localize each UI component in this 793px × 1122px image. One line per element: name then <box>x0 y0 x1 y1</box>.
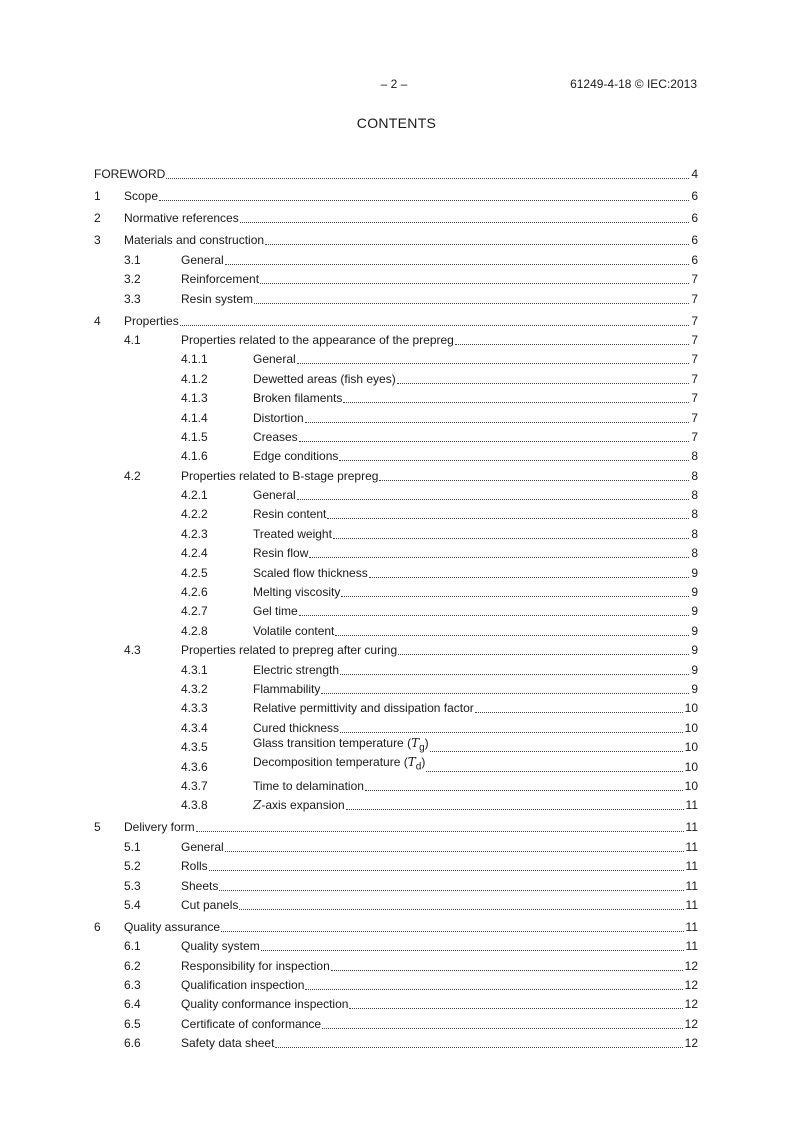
toc-entry-title-text: Scaled flow thickness <box>253 565 368 580</box>
toc-entry-number: 3 <box>94 233 101 248</box>
toc-entry-title <box>253 566 368 581</box>
toc-entry[interactable] <box>94 562 698 581</box>
table-of-contents <box>94 164 698 1052</box>
toc-entry-title-text: Edge conditions <box>253 449 339 464</box>
toc-entry-title <box>181 643 397 658</box>
toc-entry-title-text: General <box>181 252 224 267</box>
dot-leader <box>297 499 690 500</box>
toc-entry-number: 4.1.4 <box>181 410 208 425</box>
toc-entry-title-text: Broken filaments <box>253 391 343 406</box>
toc-entry-title <box>253 779 364 794</box>
toc-entry-subscript: d <box>415 761 422 773</box>
toc-entry-number: 6 <box>94 919 101 934</box>
toc-entry-page: 6 <box>691 233 698 248</box>
toc-entry-title-text: Sheets <box>181 878 219 893</box>
toc-entry-page: 7 <box>691 371 698 386</box>
toc-entry-title <box>253 372 396 387</box>
toc-entry-number: 4.3.2 <box>181 681 208 696</box>
toc-entry-subscript: g <box>419 742 425 754</box>
toc-entry-title <box>253 663 339 678</box>
toc-entry-number: 4.2.8 <box>181 623 208 638</box>
toc-entry-number: 4.3.3 <box>181 701 208 716</box>
toc-entry-title-text: Time to delamination <box>253 778 364 793</box>
toc-entry-number: 5.2 <box>124 859 141 874</box>
toc-entry-page: 9 <box>691 565 698 580</box>
toc-entry-title-text: Volatile content <box>253 623 335 638</box>
toc-entry-page: 12 <box>684 958 698 973</box>
dot-leader <box>209 870 684 871</box>
toc-entry-title-text: Certificate of conformance <box>181 1016 322 1031</box>
toc-entry-title-text: Properties related to the appearance of the prepreg <box>181 332 454 347</box>
toc-entry-title <box>253 585 340 600</box>
toc-entry[interactable] <box>94 465 698 484</box>
toc-entry-title <box>181 859 208 874</box>
toc-entry[interactable] <box>94 504 698 523</box>
toc-entry-title <box>181 253 224 268</box>
toc-entry-page: 7 <box>691 313 698 328</box>
toc-entry-number: 4.3.4 <box>181 720 208 735</box>
toc-entry[interactable] <box>94 895 698 914</box>
dot-leader <box>327 518 689 519</box>
toc-entry-title-text: Properties <box>124 313 179 328</box>
document-reference: 61249-4-18 © IEC:2013 <box>570 77 697 91</box>
toc-entry[interactable] <box>94 349 698 368</box>
toc-entry-title <box>124 189 158 204</box>
toc-entry-number: 4.2.3 <box>181 526 208 541</box>
toc-entry-title-text: Relative permittivity and dissipation factor <box>253 701 474 716</box>
dot-leader <box>349 1008 682 1009</box>
toc-entry-page: 10 <box>684 778 698 793</box>
toc-entry-page: 12 <box>684 997 698 1012</box>
toc-entry[interactable] <box>94 601 698 620</box>
toc-entry-page: 7 <box>691 429 698 444</box>
toc-entry-page: 10 <box>684 740 698 755</box>
toc-entry-page: 7 <box>691 352 698 367</box>
toc-entry-page: 6 <box>691 189 698 204</box>
toc-entry-page: 6 <box>691 211 698 226</box>
toc-entry-page: 10 <box>684 720 698 735</box>
toc-entry-page: 6 <box>691 252 698 267</box>
dot-leader <box>346 809 684 810</box>
toc-entry-number: 4.1.2 <box>181 371 208 386</box>
toc-entry-page: 11 <box>685 939 698 954</box>
toc-entry-page: 8 <box>691 546 698 561</box>
dot-leader <box>309 557 689 558</box>
toc-entry-title-text: FOREWORD <box>94 167 166 182</box>
toc-entry[interactable] <box>94 936 698 955</box>
toc-entry-page: 9 <box>691 585 698 600</box>
toc-entry[interactable] <box>94 368 698 387</box>
toc-entry[interactable] <box>94 994 698 1013</box>
toc-entry-number: 4.2 <box>124 468 141 483</box>
toc-entry-number: 4.2.6 <box>181 585 208 600</box>
dot-leader <box>240 222 690 223</box>
dot-leader <box>397 383 690 384</box>
toc-entry-number: 6.3 <box>124 978 141 993</box>
toc-entry[interactable] <box>94 679 698 698</box>
toc-entry-page: 12 <box>684 1016 698 1031</box>
dot-leader <box>159 200 689 201</box>
toc-entry-title-text: General <box>181 839 224 854</box>
toc-entry[interactable] <box>94 543 698 562</box>
toc-entry[interactable] <box>94 308 698 330</box>
toc-entry-title <box>124 233 264 248</box>
toc-entry[interactable] <box>94 183 698 205</box>
toc-entry-number: 4.2.2 <box>181 507 208 522</box>
toc-entry-number: 4 <box>94 313 101 328</box>
toc-entry[interactable] <box>94 856 698 875</box>
toc-entry[interactable] <box>94 205 698 227</box>
toc-entry-number: 4.2.7 <box>181 604 208 619</box>
toc-entry-title <box>181 840 224 855</box>
toc-entry-title-text: Creases <box>253 429 298 444</box>
toc-entry-page: 8 <box>691 526 698 541</box>
dot-leader <box>339 460 689 461</box>
toc-entry-number: 6.4 <box>124 997 141 1012</box>
toc-entry-title-text: Quality conformance inspection <box>181 997 349 1012</box>
toc-entry-title <box>181 333 454 348</box>
toc-entry-page: 12 <box>684 978 698 993</box>
toc-entry-page: 11 <box>685 839 698 854</box>
toc-entry-number: 4.2.5 <box>181 565 208 580</box>
toc-entry[interactable] <box>94 249 698 268</box>
toc-entry[interactable] <box>94 582 698 601</box>
toc-entry-page: 9 <box>691 643 698 658</box>
toc-entry-title-text: Resin content <box>253 507 327 522</box>
toc-entry-page: 11 <box>685 919 698 934</box>
dot-leader <box>343 402 689 403</box>
toc-entry-title <box>253 507 326 522</box>
toc-entry-number: 5.1 <box>124 839 141 854</box>
toc-entry-title <box>253 798 345 813</box>
toc-entry-number: 4.1.3 <box>181 391 208 406</box>
toc-entry-title-text: Quality system <box>181 939 260 954</box>
toc-entry-title <box>181 997 348 1012</box>
toc-entry[interactable] <box>94 1033 698 1052</box>
dot-leader <box>221 931 683 932</box>
page-header <box>0 77 793 93</box>
toc-entry-title-text: Melting viscosity <box>253 585 341 600</box>
toc-entry-page: 9 <box>691 623 698 638</box>
toc-entry-title <box>124 920 220 935</box>
toc-entry-title <box>181 978 304 993</box>
dot-leader <box>335 635 689 636</box>
toc-entry-page: 7 <box>691 272 698 287</box>
toc-entry[interactable] <box>94 717 698 736</box>
dot-leader <box>299 615 690 616</box>
dot-leader <box>475 712 683 713</box>
toc-entry-title <box>253 624 334 639</box>
dot-leader <box>369 577 690 578</box>
toc-entry-title-text: Delivery form <box>124 820 195 835</box>
toc-entry-page: 9 <box>691 681 698 696</box>
toc-entry-number: 4.1.5 <box>181 429 208 444</box>
toc-entry-title <box>253 721 339 736</box>
toc-entry[interactable] <box>94 330 698 349</box>
toc-entry[interactable] <box>94 814 698 836</box>
toc-entry-page: 7 <box>691 410 698 425</box>
toc-entry-title-text: Treated weight <box>253 526 332 541</box>
dot-leader <box>254 303 689 304</box>
toc-entry-number: 4.2.1 <box>181 488 208 503</box>
toc-entry-number: 5 <box>94 820 101 835</box>
toc-entry-title <box>181 939 260 954</box>
dot-leader <box>331 970 683 971</box>
toc-entry-number: 4.1.6 <box>181 449 208 464</box>
toc-entry-title-text: Qualification inspection <box>181 978 305 993</box>
dot-leader <box>379 480 689 481</box>
toc-entry[interactable] <box>94 795 698 814</box>
dot-leader <box>426 771 682 772</box>
toc-entry-title-text: Decomposition temperature ( <box>253 755 408 770</box>
toc-entry-number: 4.3.7 <box>181 778 208 793</box>
toc-entry-title <box>181 898 238 913</box>
dot-leader <box>180 325 690 326</box>
toc-entry[interactable] <box>94 446 698 465</box>
toc-entry-page: 9 <box>691 662 698 677</box>
toc-entry-page: 7 <box>691 391 698 406</box>
toc-entry-title-text: General <box>253 488 296 503</box>
toc-entry-page: 7 <box>691 291 698 306</box>
toc-entry-title-text: Electric strength <box>253 662 340 677</box>
toc-entry[interactable] <box>94 975 698 994</box>
toc-entry-title-text: General <box>253 352 296 367</box>
dot-leader <box>455 344 689 345</box>
dot-leader <box>225 851 684 852</box>
toc-entry[interactable] <box>94 164 698 183</box>
dot-leader <box>333 538 689 539</box>
toc-entry-title-text: Glass transition temperature ( <box>253 735 412 750</box>
toc-entry-title <box>253 682 320 697</box>
dot-leader <box>196 831 684 832</box>
dot-leader <box>275 1047 682 1048</box>
toc-entry[interactable] <box>94 955 698 974</box>
dot-leader <box>225 264 690 265</box>
toc-entry-number: 3.2 <box>124 272 141 287</box>
toc-entry-title <box>253 701 474 716</box>
toc-entry-title-text: Reinforcement <box>181 272 260 287</box>
toc-entry-title <box>181 292 253 307</box>
dot-leader <box>365 790 683 791</box>
toc-entry-title-text: Properties related to B-stage prepreg <box>181 468 379 483</box>
toc-entry-symbol: T <box>411 735 420 750</box>
toc-entry-number: 4.3.1 <box>181 662 208 677</box>
toc-entry-number: 1 <box>94 189 101 204</box>
dot-leader <box>340 674 689 675</box>
toc-entry-title <box>124 314 179 329</box>
toc-entry-title <box>181 959 330 974</box>
toc-entry-title-text: Gel time <box>253 604 298 619</box>
toc-entry-title-text: Normative references <box>124 211 239 226</box>
dot-leader <box>340 732 683 733</box>
toc-entry[interactable] <box>94 269 698 288</box>
toc-entry[interactable] <box>94 737 698 756</box>
dot-leader <box>219 890 683 891</box>
dot-leader <box>430 751 683 752</box>
toc-entry-page: 10 <box>684 759 698 774</box>
toc-entry-title-text: Scope <box>124 189 159 204</box>
toc-entry-title <box>181 1036 274 1051</box>
dot-leader <box>260 283 689 284</box>
dot-leader <box>166 178 689 179</box>
toc-entry-title <box>253 352 296 367</box>
toc-entry[interactable] <box>94 776 698 795</box>
toc-entry-page: 11 <box>685 820 698 835</box>
toc-entry-title-text: Rolls <box>181 859 208 874</box>
toc-entry-page: 8 <box>691 507 698 522</box>
toc-entry[interactable] <box>94 640 698 659</box>
toc-entry-title <box>253 546 308 561</box>
dot-leader <box>299 441 690 442</box>
dot-leader <box>265 244 689 245</box>
toc-entry-title <box>181 272 259 287</box>
toc-entry-title-text: Properties related to prepreg after curing <box>181 643 398 658</box>
toc-entry-number: 5.4 <box>124 897 141 912</box>
toc-entry-title-text: Distortion <box>253 410 304 425</box>
toc-entry-number: 4.2.4 <box>181 546 208 561</box>
toc-entry[interactable] <box>94 388 698 407</box>
toc-entry-number: 6.1 <box>124 939 141 954</box>
toc-entry-title-text: Safety data sheet <box>181 1036 275 1051</box>
toc-entry-title <box>253 736 429 755</box>
toc-entry[interactable] <box>94 523 698 542</box>
toc-entry-number: 4.3 <box>124 643 141 658</box>
toc-entry-title <box>181 879 218 894</box>
toc-entry-page: 11 <box>685 897 698 912</box>
toc-entry-number: 3.3 <box>124 291 141 306</box>
toc-entry-number: 5.3 <box>124 878 141 893</box>
toc-entry[interactable] <box>94 659 698 678</box>
toc-entry-title-text: Quality assurance <box>124 919 221 934</box>
toc-entry-title <box>253 449 338 464</box>
toc-entry-title-text: Dewetted areas (fish eyes) <box>253 371 396 386</box>
dot-leader <box>261 950 684 951</box>
toc-entry-number: 6.6 <box>124 1036 141 1051</box>
toc-entry-title-text: Cut panels <box>181 897 239 912</box>
toc-entry-title-tail: ) <box>424 735 429 750</box>
toc-entry-symbol: Z <box>253 798 262 813</box>
toc-entry-page: 11 <box>685 878 698 893</box>
toc-entry-title <box>94 167 165 182</box>
toc-entry[interactable] <box>94 875 698 894</box>
toc-entry-number: 4.3.6 <box>181 759 208 774</box>
toc-entry-page: 8 <box>691 468 698 483</box>
dot-leader <box>305 422 690 423</box>
toc-entry-number: 4.1.1 <box>181 352 208 367</box>
toc-entry-number: 2 <box>94 211 101 226</box>
toc-entry[interactable] <box>94 620 698 639</box>
toc-entry[interactable] <box>94 698 698 717</box>
toc-entry-title <box>253 430 298 445</box>
toc-entry-number: 4.3.5 <box>181 740 208 755</box>
dot-leader <box>305 989 682 990</box>
toc-entry-page: 8 <box>691 488 698 503</box>
toc-entry[interactable] <box>94 407 698 426</box>
toc-entry[interactable] <box>94 756 698 775</box>
toc-entry-page: 11 <box>685 859 698 874</box>
toc-entry-symbol: T <box>407 755 416 770</box>
toc-entry-page: 9 <box>691 604 698 619</box>
toc-entry-title-text: Materials and construction <box>124 233 265 248</box>
toc-entry[interactable] <box>94 485 698 504</box>
toc-entry-title-tail: ) <box>421 755 426 770</box>
dot-leader <box>322 1028 683 1029</box>
toc-entry-number: 4.1 <box>124 332 141 347</box>
toc-entry[interactable] <box>94 914 698 936</box>
toc-entry-number: 3.1 <box>124 252 141 267</box>
toc-entry-title <box>253 527 332 542</box>
dot-leader <box>297 363 690 364</box>
toc-entry-number: 6.5 <box>124 1016 141 1031</box>
toc-entry-page: 7 <box>691 332 698 347</box>
toc-entry-title <box>124 211 239 226</box>
toc-entry-number: 6.2 <box>124 958 141 973</box>
toc-entry-page: 4 <box>691 167 698 182</box>
toc-entry-title <box>253 604 298 619</box>
toc-entry-title <box>124 820 195 835</box>
dot-leader <box>341 596 689 597</box>
page-number: – 2 – <box>380 77 408 91</box>
toc-entry[interactable] <box>94 288 698 307</box>
toc-entry-title-text: Resin system <box>181 291 254 306</box>
toc-entry-title-text: Flammability <box>253 681 321 696</box>
dot-leader <box>239 909 683 910</box>
toc-entry-title-text: Responsibility for inspection <box>181 958 330 973</box>
dot-leader <box>398 654 689 655</box>
toc-entry-title-tail: -axis expansion <box>261 798 345 813</box>
dot-leader <box>321 693 689 694</box>
toc-entry[interactable] <box>94 836 698 855</box>
toc-entry-page: 10 <box>684 701 698 716</box>
toc-entry-title <box>181 1017 321 1032</box>
toc-entry[interactable] <box>94 1013 698 1032</box>
contents-title: CONTENTS <box>356 115 437 131</box>
toc-entry-title <box>253 755 425 774</box>
toc-entry-number: 4.3.8 <box>181 798 208 813</box>
toc-entry-title-text: Cured thickness <box>253 720 340 735</box>
toc-entry-title <box>253 391 342 406</box>
toc-entry-title <box>253 411 304 426</box>
toc-entry-page: 12 <box>684 1036 698 1051</box>
toc-entry-title <box>253 488 296 503</box>
toc-entry-title <box>181 469 378 484</box>
toc-entry-page: 11 <box>685 798 698 813</box>
toc-entry-page: 8 <box>691 449 698 464</box>
toc-entry-title-text: Resin flow <box>253 546 309 561</box>
toc-entry[interactable] <box>94 227 698 249</box>
toc-entry[interactable] <box>94 427 698 446</box>
